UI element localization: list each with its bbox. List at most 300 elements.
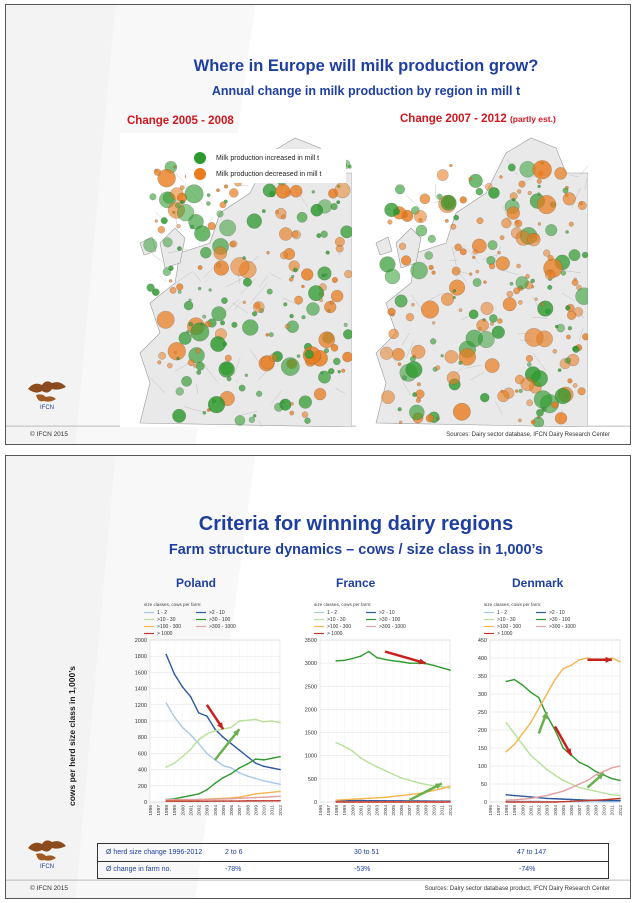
data-point xyxy=(425,801,427,803)
legend-label: > 1000 xyxy=(497,631,513,637)
data-point xyxy=(222,777,224,779)
data-point xyxy=(441,667,443,669)
data-point xyxy=(344,746,346,748)
y-tick-label: 1000 xyxy=(134,719,147,725)
sources: Sources: Dairy sector database, IFCN Dairy Research Center xyxy=(446,432,610,438)
data-point xyxy=(206,800,208,802)
data-point xyxy=(360,798,362,800)
decrease-marker xyxy=(537,179,542,184)
cell-denmark-farm: -74% xyxy=(519,866,536,873)
cell-france-herd: 30 to 51 xyxy=(354,849,380,856)
increase-marker xyxy=(320,371,323,374)
decrease-marker xyxy=(578,387,586,395)
x-tick-label: 2003 xyxy=(545,805,551,816)
increase-marker xyxy=(341,226,352,238)
increase-marker xyxy=(203,411,206,414)
y-tick-label: 1400 xyxy=(134,686,147,693)
x-tick-label: 2012 xyxy=(278,805,284,816)
data-point xyxy=(449,801,451,803)
increase-marker xyxy=(219,220,235,236)
decrease-marker xyxy=(518,300,522,304)
decrease-marker xyxy=(445,350,458,363)
legend-label: >300 - 1000 xyxy=(549,624,576,630)
increase-marker xyxy=(318,267,332,281)
data-point xyxy=(247,775,249,777)
legend-label: >30 - 100 xyxy=(549,617,571,623)
increase-marker xyxy=(222,342,227,347)
data-point xyxy=(514,744,516,746)
data-point xyxy=(611,778,613,780)
data-point xyxy=(335,660,337,662)
decrease-marker xyxy=(225,355,232,362)
data-point xyxy=(570,664,572,666)
decrease-marker xyxy=(476,270,479,273)
y-tick-label: 600 xyxy=(137,751,147,758)
y-tick-label: 2000 xyxy=(304,707,317,714)
increase-marker xyxy=(262,209,265,212)
data-point xyxy=(611,767,613,769)
decrease-marker xyxy=(459,308,462,311)
data-point xyxy=(619,800,621,802)
data-point xyxy=(190,799,192,801)
decrease-marker xyxy=(478,327,481,330)
decrease-marker xyxy=(501,218,511,228)
data-point xyxy=(271,800,273,802)
increase-marker xyxy=(537,192,540,195)
slide-winning-dairy-regions xyxy=(5,455,631,899)
decrease-marker xyxy=(545,270,555,280)
data-point xyxy=(522,795,524,797)
x-tick-label: 1998 xyxy=(165,805,171,816)
increase-marker xyxy=(488,187,499,198)
decrease-marker xyxy=(332,277,338,283)
increase-marker xyxy=(492,326,505,339)
increase-marker xyxy=(242,319,258,335)
data-point xyxy=(239,767,241,769)
data-point xyxy=(376,797,378,799)
x-tick-label: 1996 xyxy=(488,805,494,816)
data-point xyxy=(376,801,378,803)
data-point xyxy=(279,800,281,802)
decrease-marker xyxy=(290,185,302,197)
decrease-marker xyxy=(416,398,421,403)
decrease-marker xyxy=(499,175,502,178)
increase-marker xyxy=(385,269,400,284)
data-point xyxy=(514,801,516,803)
decrease-marker xyxy=(538,222,541,225)
increase-marker xyxy=(179,332,192,345)
legend-label: > 1000 xyxy=(157,631,173,637)
increase-marker xyxy=(409,405,424,420)
decrease-marker xyxy=(157,361,161,365)
decrease-marker xyxy=(436,366,440,370)
decrease-marker xyxy=(285,324,290,329)
y-tick-label: 500 xyxy=(307,776,317,783)
increase-marker xyxy=(239,385,245,391)
decrease-marker xyxy=(243,301,246,304)
data-point xyxy=(554,793,556,795)
increase-marker xyxy=(545,224,557,236)
data-point xyxy=(165,654,167,656)
data-point xyxy=(335,799,337,801)
data-point xyxy=(239,800,241,802)
chart-title-denmark: Denmark xyxy=(512,576,564,590)
y-tick-label: 200 xyxy=(137,783,147,790)
increase-marker xyxy=(175,203,180,208)
y-tick-label: 300 xyxy=(477,692,487,698)
decrease-marker xyxy=(472,256,475,259)
data-point xyxy=(522,684,524,686)
x-tick-label: 1996 xyxy=(318,805,324,816)
logo-text: IFCN xyxy=(40,405,54,411)
decrease-marker xyxy=(429,265,434,270)
increase-marker xyxy=(293,268,297,272)
data-point xyxy=(409,801,411,803)
data-point xyxy=(368,762,370,764)
increase-marker xyxy=(243,278,252,287)
legend-title: size classes, cows per farm: xyxy=(484,602,542,607)
data-point xyxy=(174,716,176,718)
increase-marker xyxy=(304,418,310,424)
data-point xyxy=(222,736,224,738)
data-point xyxy=(425,784,427,786)
data-point xyxy=(433,801,435,803)
increase-marker xyxy=(425,251,433,259)
data-point xyxy=(344,660,346,662)
decrease-marker xyxy=(301,285,304,288)
decrease-marker xyxy=(489,263,495,269)
increase-marker xyxy=(178,290,181,293)
data-point xyxy=(230,800,232,802)
decrease-marker xyxy=(266,333,269,336)
increase-marker xyxy=(395,184,405,194)
decrease-marker xyxy=(525,328,543,346)
logo-text: IFCN xyxy=(40,864,54,870)
data-point xyxy=(271,791,273,793)
data-point xyxy=(417,662,419,664)
data-point xyxy=(570,800,572,802)
data-point xyxy=(554,774,556,776)
increase-marker xyxy=(202,315,206,319)
decrease-marker xyxy=(582,333,588,340)
x-tick-label: 2003 xyxy=(375,805,381,816)
data-point xyxy=(230,743,232,745)
y-tick-label: 2500 xyxy=(304,684,317,691)
y-tick-label: 100 xyxy=(477,764,487,770)
decrease-marker xyxy=(481,302,494,315)
increase-marker xyxy=(510,282,513,285)
y-tick-label: 3000 xyxy=(304,661,317,668)
increase-marker xyxy=(221,297,227,303)
legend-label: >100 - 300 xyxy=(327,624,352,630)
data-point xyxy=(587,780,589,782)
data-point xyxy=(400,801,402,803)
data-point xyxy=(174,799,176,801)
data-point xyxy=(546,693,548,695)
data-point xyxy=(165,799,167,801)
increase-marker xyxy=(476,188,483,195)
slide-title: Criteria for winning dairy regions xyxy=(198,513,514,535)
data-point xyxy=(409,794,411,796)
data-point xyxy=(538,796,540,798)
increase-marker xyxy=(312,190,315,193)
decrease-marker xyxy=(314,388,326,400)
decrease-marker xyxy=(432,271,436,275)
data-point xyxy=(392,773,394,775)
data-point xyxy=(165,766,167,768)
data-point xyxy=(335,801,337,803)
decrease-marker xyxy=(231,257,250,276)
legend-label: >10 - 30 xyxy=(327,617,346,623)
data-point xyxy=(384,801,386,803)
data-point xyxy=(546,769,548,771)
increase-marker xyxy=(181,376,191,386)
y-tick-label: 50 xyxy=(480,782,487,788)
data-point xyxy=(279,791,281,793)
x-tick-label: 2011 xyxy=(440,805,446,816)
data-point xyxy=(255,762,257,764)
decrease-marker xyxy=(188,359,194,365)
data-point xyxy=(279,756,281,758)
increase-marker xyxy=(176,357,179,360)
increase-marker xyxy=(247,214,262,229)
increase-marker xyxy=(297,212,307,222)
decrease-marker xyxy=(573,383,577,387)
decrease-marker xyxy=(566,335,570,339)
data-point xyxy=(206,715,208,717)
y-tick-label: 0 xyxy=(143,800,147,806)
y-axis-label: cows per herd size class in 1,000’s xyxy=(67,666,77,807)
increase-marker xyxy=(176,387,184,395)
increase-marker xyxy=(180,200,184,204)
x-tick-label: 1999 xyxy=(173,805,179,816)
decrease-marker xyxy=(485,358,499,372)
x-tick-label: 2005 xyxy=(561,805,567,816)
decrease-marker xyxy=(521,377,535,391)
data-point xyxy=(449,669,451,671)
decrease-marker xyxy=(229,188,238,197)
increase-marker xyxy=(297,355,300,358)
increase-marker xyxy=(516,276,529,289)
increase-marker xyxy=(441,195,457,211)
data-point xyxy=(546,801,548,803)
legend-label: 1 - 2 xyxy=(157,610,168,616)
increase-marker xyxy=(412,392,416,396)
decrease-marker xyxy=(528,191,532,195)
data-point xyxy=(182,799,184,801)
data-point xyxy=(619,798,621,800)
x-tick-label: 2003 xyxy=(205,805,211,816)
data-point xyxy=(271,720,273,722)
increase-marker xyxy=(489,314,497,322)
data-point xyxy=(595,774,597,776)
increase-marker xyxy=(519,389,523,393)
data-point xyxy=(505,722,507,724)
increase-marker xyxy=(242,256,245,259)
x-tick-label: 2008 xyxy=(246,805,252,816)
data-point xyxy=(522,801,524,803)
data-point xyxy=(417,793,419,795)
data-point xyxy=(190,800,192,802)
x-tick-label: 2005 xyxy=(221,805,227,816)
legend-label: >30 - 100 xyxy=(209,617,231,623)
data-point xyxy=(279,783,281,785)
increase-marker xyxy=(469,174,483,188)
decrease-marker xyxy=(319,298,322,301)
decrease-marker xyxy=(531,420,535,424)
data-point xyxy=(255,719,257,721)
y-tick-label: 0 xyxy=(483,800,487,806)
decrease-marker xyxy=(555,412,567,424)
data-point xyxy=(595,790,597,792)
slide-title: Where in Europe will milk production grow? xyxy=(193,57,539,75)
decrease-marker xyxy=(330,301,334,305)
data-point xyxy=(514,733,516,735)
data-point xyxy=(335,742,337,744)
data-point xyxy=(263,721,265,723)
increase-marker xyxy=(212,306,227,321)
chart-france xyxy=(286,596,454,842)
decrease-marker xyxy=(516,264,520,268)
decrease-marker xyxy=(503,298,516,311)
decrease-marker xyxy=(497,318,502,323)
decrease-marker xyxy=(477,319,489,331)
data-point xyxy=(603,771,605,773)
decrease-marker xyxy=(569,222,574,227)
decrease-marker xyxy=(401,256,411,266)
data-point xyxy=(198,799,200,801)
decrease-marker xyxy=(214,261,229,276)
increase-marker xyxy=(274,403,283,412)
increase-marker xyxy=(538,185,541,188)
chart-title-france: France xyxy=(336,576,376,590)
decrease-marker xyxy=(253,301,264,312)
cell-denmark-herd: 47 to 147 xyxy=(517,849,547,856)
legend-item-increase xyxy=(194,152,319,164)
legend-label: >100 - 300 xyxy=(497,624,522,630)
data-point xyxy=(198,712,200,714)
data-point xyxy=(222,765,224,767)
increase-marker xyxy=(150,194,157,201)
decrease-marker xyxy=(170,287,177,294)
increase-marker xyxy=(196,362,204,370)
decrease-marker xyxy=(331,290,343,302)
decrease-marker xyxy=(519,181,526,188)
increase-marker xyxy=(206,202,210,206)
increase-marker xyxy=(441,354,444,357)
increase-marker xyxy=(311,204,323,216)
legend-label: Milk production decreased in mill t xyxy=(216,170,322,178)
decrease-marker xyxy=(469,273,472,276)
decrease-marker xyxy=(498,390,510,402)
increase-marker xyxy=(186,330,189,333)
x-tick-label: 2007 xyxy=(578,805,584,816)
decrease-marker xyxy=(158,352,165,359)
summary-table xyxy=(97,843,609,879)
slide-subtitle: Farm structure dynamics – cows / size class in 1,000’s xyxy=(168,542,544,558)
data-point xyxy=(344,799,346,801)
decrease-marker xyxy=(411,303,414,306)
x-tick-label: 2008 xyxy=(416,805,422,816)
decrease-marker xyxy=(469,177,472,180)
y-tick-label: 2000 xyxy=(134,638,147,644)
decrease-marker xyxy=(155,220,158,223)
data-point xyxy=(441,786,443,788)
increase-marker xyxy=(283,302,287,306)
decrease-marker xyxy=(342,352,352,362)
x-tick-label: 2012 xyxy=(618,805,624,816)
increase-marker xyxy=(208,396,225,413)
orange-dot-icon xyxy=(194,168,206,180)
decrease-marker xyxy=(445,219,448,222)
data-point xyxy=(409,662,411,664)
data-point xyxy=(570,783,572,785)
data-point xyxy=(554,798,556,800)
increase-marker xyxy=(428,235,436,243)
increase-marker xyxy=(235,415,245,425)
data-point xyxy=(271,782,273,784)
ifcn-logo xyxy=(22,375,72,411)
data-point xyxy=(505,751,507,753)
decrease-marker xyxy=(276,184,290,198)
y-tick-label: 1600 xyxy=(134,670,147,677)
x-tick-label: 1997 xyxy=(496,805,502,816)
decrease-marker xyxy=(555,167,567,179)
decrease-marker xyxy=(231,241,238,248)
x-tick-label: 2006 xyxy=(400,805,406,816)
data-point xyxy=(400,795,402,797)
copyright: © IFCN 2015 xyxy=(30,885,69,892)
increase-marker xyxy=(416,225,427,236)
decrease-marker xyxy=(432,321,435,324)
increase-marker xyxy=(568,326,572,330)
data-point xyxy=(562,747,564,749)
x-tick-label: 2000 xyxy=(351,805,357,816)
data-point xyxy=(595,801,597,803)
x-tick-label: 2007 xyxy=(238,805,244,816)
decrease-marker xyxy=(214,247,227,260)
data-point xyxy=(538,708,540,710)
increase-marker xyxy=(326,251,330,255)
data-point xyxy=(376,657,378,659)
increase-marker xyxy=(582,252,588,258)
increase-marker xyxy=(531,279,535,283)
slide-milk-production-maps xyxy=(5,4,631,445)
data-point xyxy=(554,679,556,681)
data-point xyxy=(190,795,192,797)
decrease-marker xyxy=(176,284,183,291)
data-point xyxy=(279,722,281,724)
data-point xyxy=(449,787,451,789)
y-tick-label: 400 xyxy=(477,656,487,662)
increase-marker xyxy=(453,289,456,292)
data-point xyxy=(271,757,273,759)
data-point xyxy=(579,762,581,764)
data-point xyxy=(376,766,378,768)
data-point xyxy=(400,777,402,779)
y-tick-label: 1200 xyxy=(134,702,147,709)
x-tick-label: 2004 xyxy=(553,805,559,816)
data-point xyxy=(368,801,370,803)
data-point xyxy=(400,661,402,663)
increase-marker xyxy=(572,346,577,351)
data-point xyxy=(360,801,362,803)
increase-marker xyxy=(454,215,459,220)
data-point xyxy=(263,800,265,802)
data-point xyxy=(214,783,216,785)
decrease-marker xyxy=(517,189,521,193)
data-point xyxy=(230,773,232,775)
